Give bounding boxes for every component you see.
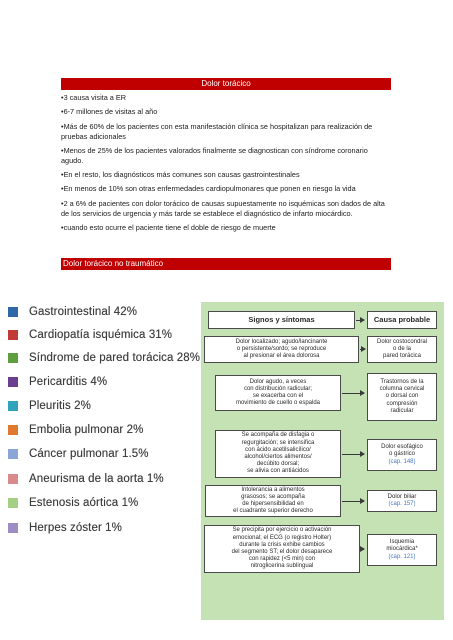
arrow-icon bbox=[361, 549, 364, 550]
arrow-icon bbox=[342, 501, 364, 502]
bullet-list bbox=[61, 93, 391, 237]
document-title: Dolor torácico bbox=[201, 79, 251, 88]
legend-swatch bbox=[8, 401, 18, 411]
legend-swatch bbox=[8, 523, 18, 533]
bullet-item: • 2 a 6% de pacientes con dolor torácico de causas supuestamente no isquémicas son dados de alta de los servicios de urgencia y más tarde se establece el diagnóstico de infarto miocárdico. bbox=[61, 199, 391, 219]
legend-label: Embolia pulmonar 2% bbox=[29, 424, 144, 436]
legend-item bbox=[8, 447, 149, 461]
legend-swatch bbox=[8, 330, 18, 340]
legend-swatch bbox=[8, 425, 18, 435]
legend-label: Herpes zóster 1% bbox=[29, 522, 122, 534]
legend-item bbox=[8, 305, 137, 319]
legend-label: Aneurisma de la aorta 1% bbox=[29, 473, 164, 485]
bullet-item: • En menos de 10% son otras enfermedades cardiopulmonares que ponen en riesgo la vida bbox=[61, 184, 391, 194]
legend-item bbox=[8, 423, 143, 437]
bullet-item: • Más de 60% de los pacientes con esta manifestación clínica se hospitalizan para realización de pruebas adicionales bbox=[61, 122, 391, 142]
symptom-box: Se acompaña de disfagia o regurgitación; se intensifica con ácido acetilsalicílico/ alcohol/ciertos alimentos/ decúbito dorsal; se alivia con antiácidos bbox=[215, 430, 341, 478]
bullet-item: • Menos de 25% de los pacientes valorados finalmente se diagnostican con síndrome coronario agudo. bbox=[61, 146, 391, 166]
cause-box: Trastornos de la columna cervical o dorsal con compresión radicular bbox=[367, 373, 437, 421]
legend-swatch bbox=[8, 307, 18, 317]
header-probable-cause: Causa probable bbox=[367, 311, 437, 329]
legend-swatch bbox=[8, 449, 18, 459]
legend-label: Cáncer pulmonar 1.5% bbox=[29, 448, 149, 460]
legend-item bbox=[8, 328, 172, 342]
legend-label: Síndrome de pared torácica 28% bbox=[29, 352, 201, 364]
legend-swatch bbox=[8, 353, 18, 363]
legend-label: Gastrointestinal 42% bbox=[29, 306, 138, 318]
header-signs-symptoms: Signos y síntomas bbox=[208, 311, 355, 329]
legend-label: Pericarditis 4% bbox=[29, 376, 108, 388]
bullet-item: • 3 causa visita a ER bbox=[61, 93, 391, 103]
legend-item bbox=[8, 496, 138, 510]
bullet-item: • 6-7 millones de visitas al año bbox=[61, 107, 391, 117]
legend-label: Estenosis aórtica 1% bbox=[29, 497, 139, 509]
legend-item bbox=[8, 351, 200, 365]
arrow-icon bbox=[342, 454, 364, 455]
cause-label: Dolor biliar bbox=[387, 493, 417, 500]
cause-label: Isquemia miocárdica* bbox=[386, 539, 418, 553]
bullet-item: • En el resto, los diagnósticos más comunes son causas gastrointestinales bbox=[61, 170, 391, 180]
arrow-icon bbox=[356, 320, 364, 321]
symptom-box: Intolerancia a alimentos grasosos; se acompaña de hipersensibilidad en el cuadrante superior derecho bbox=[205, 485, 341, 517]
symptom-box: Dolor localizado; agudo/lancinante o persistente/sordo; se reproduce al presionar el área dolorosa bbox=[204, 336, 359, 363]
cause-box: Dolor costocondral o de la pared torácica bbox=[367, 336, 437, 363]
legend-item bbox=[8, 375, 107, 389]
symptom-box: Se precipita por ejercicio o activación emocional; el ECG (o registro Holter) durante la crisis exhibe cambios del segmento ST; el dolor desaparece con rapidez (<5 min) con nitroglicerina sublingual bbox=[204, 525, 360, 573]
subsection-title-bar bbox=[61, 258, 391, 270]
bullet-item: • cuando esto ocurre el paciente tiene el doble de riesgo de muerte bbox=[61, 223, 391, 233]
section-title-bar bbox=[61, 78, 391, 90]
chapter-reference: (cap. 148) bbox=[388, 458, 416, 465]
legend-label: Pleuritis 2% bbox=[29, 400, 91, 412]
legend-swatch bbox=[8, 377, 18, 387]
chapter-reference: (cap. 121) bbox=[388, 553, 416, 560]
legend-swatch bbox=[8, 498, 18, 508]
chapter-reference: (cap. 157) bbox=[388, 501, 416, 507]
legend-swatch bbox=[8, 474, 18, 484]
legend-label: Cardiopatía isquémica 31% bbox=[29, 329, 173, 341]
arrow-icon bbox=[342, 393, 364, 394]
subsection-title: Dolor torácico no traumático bbox=[63, 259, 164, 268]
legend-item bbox=[8, 521, 122, 535]
cause-box bbox=[367, 439, 437, 471]
legend-item bbox=[8, 399, 91, 413]
symptoms-causes-diagram bbox=[201, 302, 444, 620]
symptom-box: Dolor agudo, a veces con distribución radicular; se exacerba con el movimiento de cuello o espalda bbox=[215, 375, 341, 411]
cause-box bbox=[367, 490, 437, 512]
arrow-icon bbox=[360, 349, 365, 350]
cause-box bbox=[367, 534, 437, 566]
legend-item bbox=[8, 472, 164, 486]
cause-label: Dolor esofágico o gástrico bbox=[381, 444, 423, 458]
